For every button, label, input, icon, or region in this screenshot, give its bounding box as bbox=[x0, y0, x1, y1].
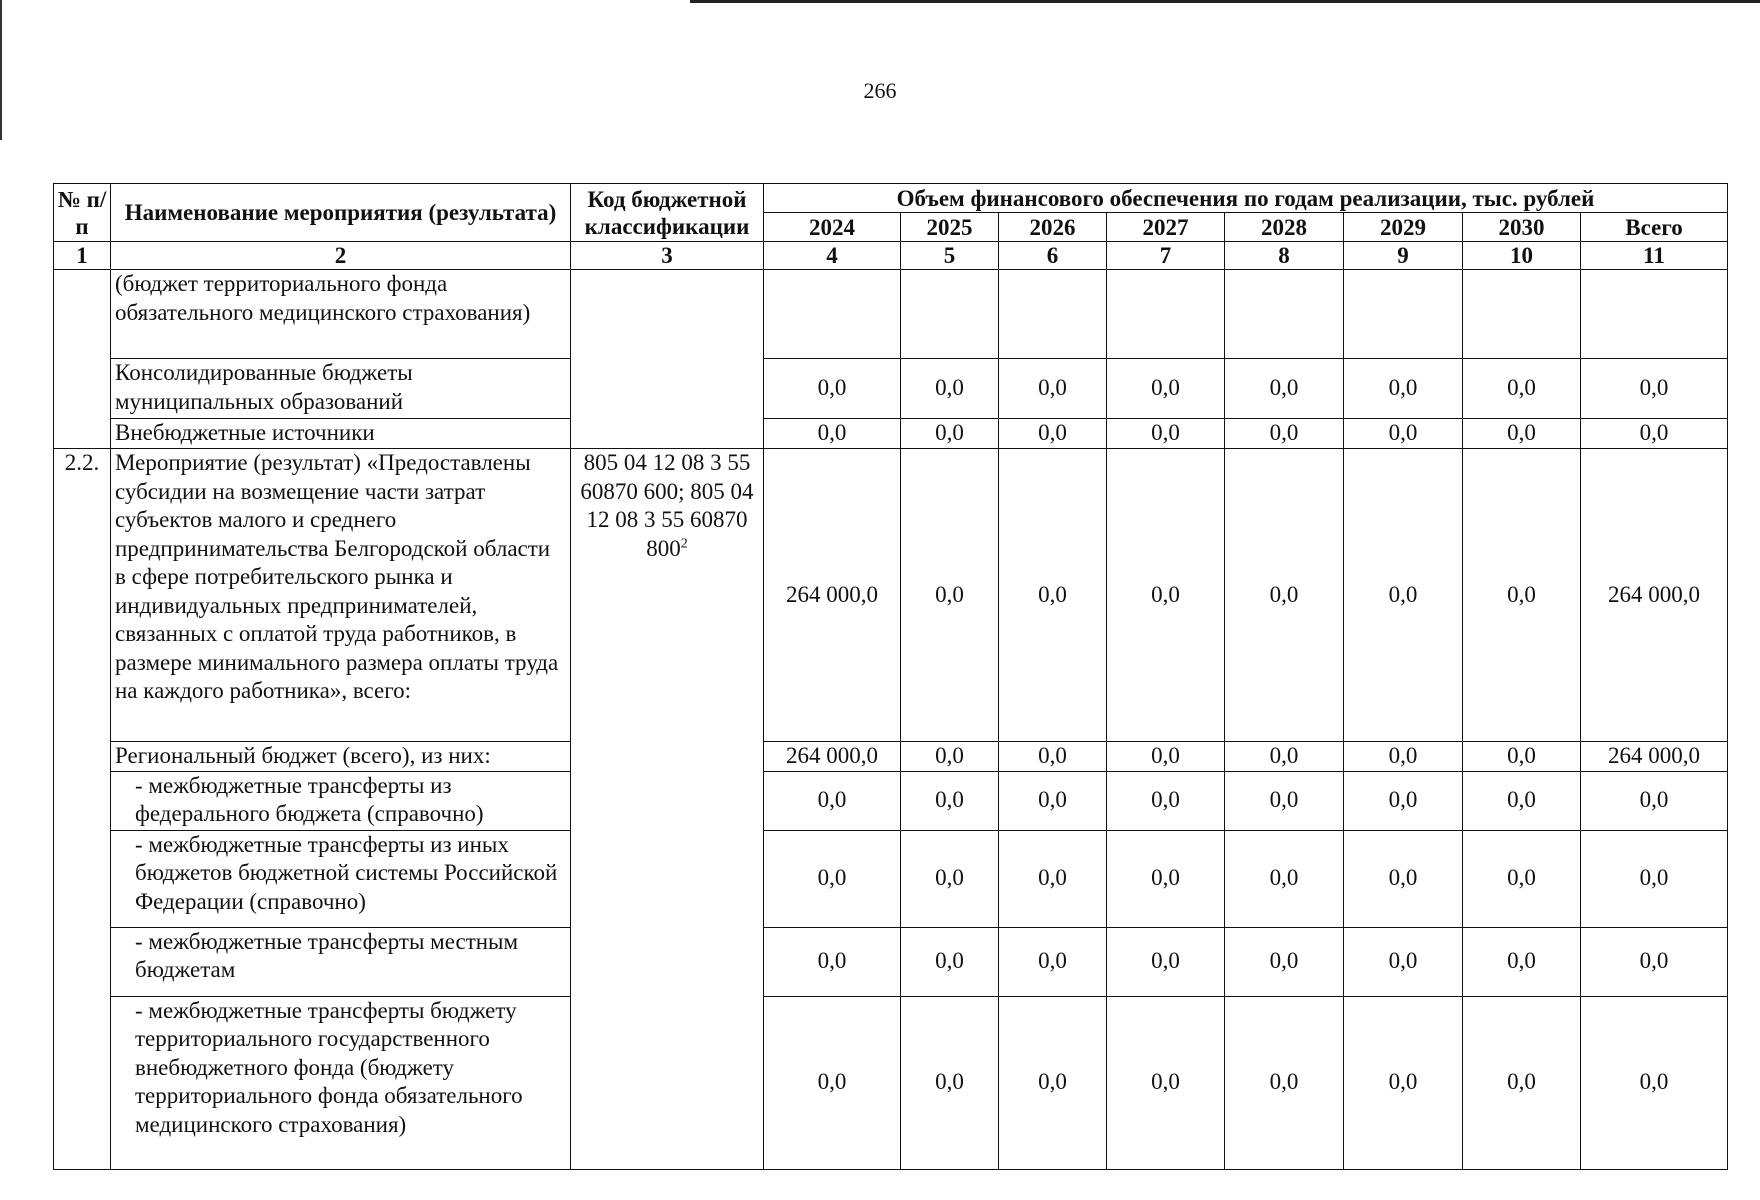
value-cell: 0,0 bbox=[901, 359, 999, 419]
value-cell: 0,0 bbox=[1581, 927, 1728, 996]
value-cell bbox=[1107, 270, 1225, 359]
value-cell: 0,0 bbox=[1107, 742, 1225, 772]
value-cell: 0,0 bbox=[1107, 359, 1225, 419]
value-cell: 0,0 bbox=[1225, 927, 1344, 996]
index-cell: 9 bbox=[1344, 242, 1463, 270]
value-cell: 0,0 bbox=[901, 830, 999, 927]
value-cell: 0,0 bbox=[1225, 830, 1344, 927]
value-cell bbox=[1344, 270, 1463, 359]
value-cell: 0,0 bbox=[999, 419, 1107, 449]
page-number: 266 bbox=[863, 78, 897, 103]
value-cell: 0,0 bbox=[1581, 830, 1728, 927]
header-year: 2029 bbox=[1344, 213, 1463, 242]
value-cell: 0,0 bbox=[1107, 419, 1225, 449]
value-cell: 0,0 bbox=[1107, 996, 1225, 1169]
value-cell: 264 000,0 bbox=[1581, 742, 1728, 772]
header-name: Наименование мероприятия (результата) bbox=[111, 184, 571, 242]
value-cell: 0,0 bbox=[1344, 830, 1463, 927]
table-row bbox=[54, 449, 1728, 742]
row-number: 2.2. bbox=[54, 449, 111, 1170]
value-cell: 0,0 bbox=[1581, 359, 1728, 419]
table-row bbox=[54, 771, 1728, 830]
value-cell: 0,0 bbox=[1463, 771, 1581, 830]
value-cell: 0,0 bbox=[901, 996, 999, 1169]
value-cell: 0,0 bbox=[901, 449, 999, 742]
row-name: Региональный бюджет (всего), из них: bbox=[111, 742, 571, 772]
index-cell: 11 bbox=[1581, 242, 1728, 270]
value-cell: 0,0 bbox=[1344, 359, 1463, 419]
value-cell: 0,0 bbox=[1225, 359, 1344, 419]
value-cell: 0,0 bbox=[1344, 771, 1463, 830]
table-row bbox=[54, 830, 1728, 927]
value-cell: 0,0 bbox=[901, 419, 999, 449]
row-number-cell bbox=[54, 270, 111, 449]
value-cell: 0,0 bbox=[999, 830, 1107, 927]
value-cell: 264 000,0 bbox=[764, 449, 901, 742]
value-cell: 0,0 bbox=[764, 359, 901, 419]
value-cell: 0,0 bbox=[764, 419, 901, 449]
value-cell bbox=[764, 270, 901, 359]
header-code: Код бюджетной классификации bbox=[571, 184, 764, 242]
value-cell: 0,0 bbox=[1344, 419, 1463, 449]
row-name: Мероприятие (результат) «Предоставлены субсидии на возмещение части затрат субъектов малого и среднего предпринимательства Белгородской области в сфере потребительского рынка и индивидуальных предпринимателей, связанных с оплатой труда работников, в размере минимального размера оплаты труда на каждого работника», всего: bbox=[111, 449, 571, 742]
table-row bbox=[54, 270, 1728, 359]
row-name: Консолидированные бюджеты муниципальных образований bbox=[111, 359, 571, 419]
value-cell: 264 000,0 bbox=[764, 742, 901, 772]
index-cell: 5 bbox=[901, 242, 999, 270]
index-cell: 2 bbox=[111, 242, 571, 270]
row-code bbox=[571, 449, 764, 1170]
header-year: 2024 bbox=[764, 213, 901, 242]
value-cell: 0,0 bbox=[1225, 419, 1344, 449]
value-cell: 0,0 bbox=[901, 927, 999, 996]
value-cell: 0,0 bbox=[901, 742, 999, 772]
value-cell: 264 000,0 bbox=[1581, 449, 1728, 742]
table-row bbox=[54, 742, 1728, 772]
header-year: 2026 bbox=[999, 213, 1107, 242]
financing-table bbox=[53, 183, 1728, 1170]
row-code-footnote: 2 bbox=[680, 535, 688, 551]
value-cell: 0,0 bbox=[1581, 419, 1728, 449]
row-name: - межбюджетные трансферты из федерального бюджета (справочно) bbox=[111, 771, 571, 830]
header-year: 2028 bbox=[1225, 213, 1344, 242]
value-cell bbox=[1225, 270, 1344, 359]
value-cell: 0,0 bbox=[999, 927, 1107, 996]
index-cell: 1 bbox=[54, 242, 111, 270]
value-cell bbox=[901, 270, 999, 359]
value-cell: 0,0 bbox=[764, 771, 901, 830]
index-cell: 7 bbox=[1107, 242, 1225, 270]
table-row bbox=[54, 996, 1728, 1169]
value-cell: 0,0 bbox=[1463, 359, 1581, 419]
value-cell: 0,0 bbox=[1463, 996, 1581, 1169]
header-year: 2027 bbox=[1107, 213, 1225, 242]
table-row bbox=[54, 927, 1728, 996]
row-name: - межбюджетные трансферты из иных бюджетов бюджетной системы Российской Федерации (справочно) bbox=[111, 830, 571, 927]
value-cell: 0,0 bbox=[1107, 771, 1225, 830]
table-row bbox=[54, 419, 1728, 449]
row-code-text: 805 04 12 08 3 55 60870 600; 805 04 12 08 3 55 60870 800 bbox=[580, 450, 754, 561]
value-cell: 0,0 bbox=[1463, 449, 1581, 742]
value-cell: 0,0 bbox=[1344, 742, 1463, 772]
value-cell: 0,0 bbox=[999, 771, 1107, 830]
row-name: Внебюджетные источники bbox=[111, 419, 571, 449]
index-cell: 4 bbox=[764, 242, 901, 270]
value-cell: 0,0 bbox=[1581, 996, 1728, 1169]
value-cell: 0,0 bbox=[1107, 449, 1225, 742]
index-cell: 10 bbox=[1463, 242, 1581, 270]
value-cell bbox=[999, 270, 1107, 359]
index-cell: 8 bbox=[1225, 242, 1344, 270]
value-cell: 0,0 bbox=[1463, 419, 1581, 449]
index-cell: 3 bbox=[571, 242, 764, 270]
value-cell: 0,0 bbox=[1225, 449, 1344, 742]
value-cell: 0,0 bbox=[1463, 830, 1581, 927]
header-year: 2030 bbox=[1463, 213, 1581, 242]
table-row bbox=[54, 359, 1728, 419]
value-cell: 0,0 bbox=[1463, 927, 1581, 996]
top-scan-rule bbox=[690, 0, 1760, 3]
value-cell: 0,0 bbox=[1463, 742, 1581, 772]
value-cell: 0,0 bbox=[764, 830, 901, 927]
value-cell: 0,0 bbox=[1344, 927, 1463, 996]
value-cell: 0,0 bbox=[1225, 742, 1344, 772]
value-cell: 0,0 bbox=[999, 996, 1107, 1169]
value-cell bbox=[1581, 270, 1728, 359]
row-code-cell bbox=[571, 270, 764, 449]
value-cell: 0,0 bbox=[1107, 830, 1225, 927]
value-cell: 0,0 bbox=[1225, 996, 1344, 1169]
value-cell: 0,0 bbox=[999, 359, 1107, 419]
row-name: - межбюджетные трансферты бюджету территориального государственного внебюджетного фонда (бюджету территориального фонда обязательного медицинского страхования) bbox=[111, 996, 571, 1169]
value-cell: 0,0 bbox=[1225, 771, 1344, 830]
value-cell bbox=[1463, 270, 1581, 359]
row-name: - межбюджетные трансферты местным бюджетам bbox=[111, 927, 571, 996]
value-cell: 0,0 bbox=[999, 742, 1107, 772]
value-cell: 0,0 bbox=[901, 771, 999, 830]
value-cell: 0,0 bbox=[1581, 771, 1728, 830]
header-year: 2025 bbox=[901, 213, 999, 242]
header-volume: Объем финансового обеспечения по годам реализации, тыс. рублей bbox=[764, 184, 1728, 213]
index-cell: 6 bbox=[999, 242, 1107, 270]
value-cell: 0,0 bbox=[1107, 927, 1225, 996]
row-name: (бюджет территориального фонда обязательного медицинского страхования) bbox=[111, 270, 571, 359]
value-cell: 0,0 bbox=[1344, 996, 1463, 1169]
value-cell: 0,0 bbox=[764, 996, 901, 1169]
header-total: Всего bbox=[1581, 213, 1728, 242]
value-cell: 0,0 bbox=[1344, 449, 1463, 742]
header-number: № п/п bbox=[54, 184, 111, 242]
value-cell: 0,0 bbox=[764, 927, 901, 996]
left-scan-rule bbox=[0, 0, 2, 140]
value-cell: 0,0 bbox=[999, 449, 1107, 742]
